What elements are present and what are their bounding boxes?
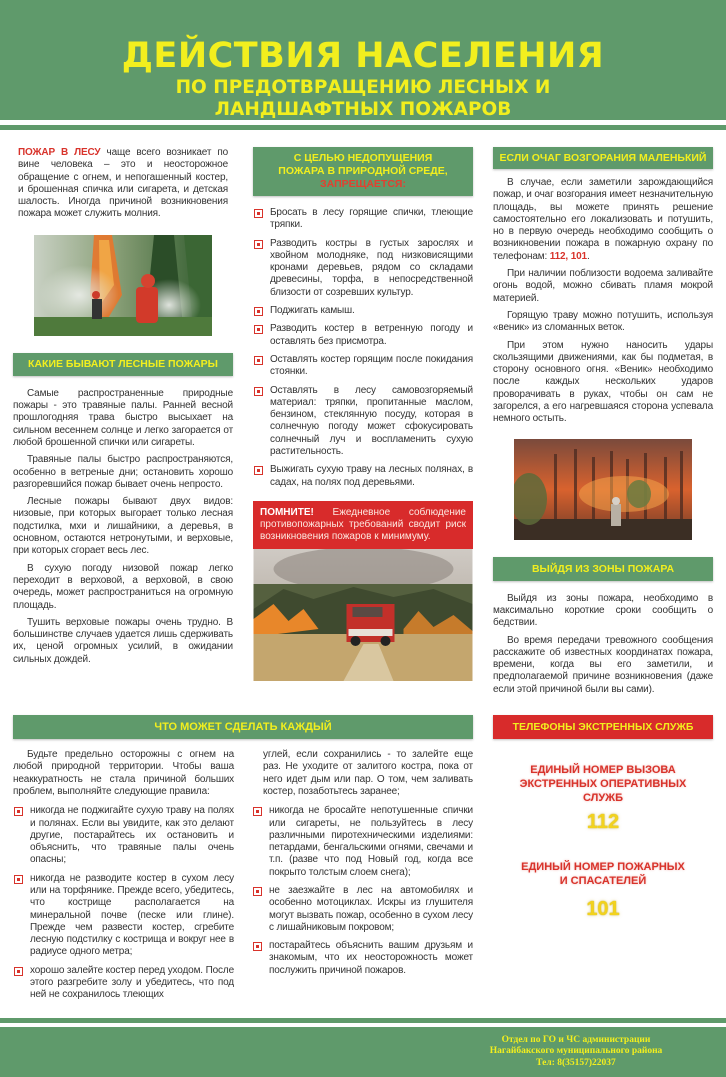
- bullet-icon: [254, 307, 263, 316]
- everyone-right-column: [252, 749, 473, 1008]
- fire-truck-image: [253, 549, 473, 681]
- poster-subtitle-line1: ПО ПРЕДОТВРАЩЕНИЮ ЛЕСНЫХ И: [175, 77, 551, 98]
- rule-item-text: никогда не поджигайте сухую траву на полях и полянах. Если вы увидите, как это делают другие, постарайтесь их остановить и объяснить, что травяные палы очень опасны;: [30, 805, 234, 866]
- small-fire-paragraph: [493, 177, 713, 263]
- bullet-icon: [254, 240, 263, 249]
- everyone-intro: [13, 749, 234, 803]
- emergency-label: ЕДИНЫЙ НОМЕР ВЫЗОВА ЭКСТРЕННЫХ ОПЕРАТИВНЫХ СЛУЖБ: [519, 764, 687, 805]
- small-fire-paragraph: При наличии поблизости водоема заливайте огонь водой, можно сбивать пламя мокрой материей.: [493, 268, 713, 304]
- prohibited-item: [253, 305, 473, 317]
- rules-list-right: [252, 805, 473, 983]
- left-column: [13, 147, 233, 701]
- footer-line2: Нагайбакского муниципального района: [489, 1046, 663, 1057]
- everyone-intro-text: Будьте предельно осторожны с огнем на любой природной территории. Чтобы ваша неаккуратность не стала причиной больших проблем, выполняйте следующие правила:: [13, 749, 234, 797]
- small-fire-paragraph: Горящую траву можно потушить, используя «веник» из сломанных веток.: [493, 309, 713, 334]
- footer-phone: Тел: 8(35157)22037: [536, 1057, 616, 1068]
- everyone-left-column: [13, 749, 234, 1008]
- fire-types-paragraph: Травяные палы быстро распространяются, особенно в ветреные дни; остановить хорошо разгоревшийся пожар бывает очень непросто.: [13, 454, 233, 490]
- leaving-zone-text: [493, 593, 713, 701]
- intro-text: [13, 147, 233, 221]
- poster-footer: [0, 1027, 726, 1077]
- leaving-zone-paragraph: Во время передачи тревожного сообщения расскажите об известных координатах пожара, времени, когда вы его заметили, и предполагаемой причине возникновения (даже если этой причиной были вы сами).: [493, 634, 713, 695]
- prohibited-item-text: Разводить костры в густых зарослях и хвойном молодняке, под низковисящими кронами деревьев, рядом со складами древесины, торфа, в непосредственной близости от созревших культур.: [270, 237, 473, 298]
- bullet-icon: [14, 967, 23, 976]
- prohibited-item: [253, 323, 473, 348]
- emergency-label: ЕДИНЫЙ НОМЕР ПОЖАРНЫХ И СПАСАТЕЛЕЙ: [521, 861, 685, 888]
- bullet-icon: [254, 387, 263, 396]
- intro-lead: ПОЖАР В ЛЕСУ: [18, 147, 101, 158]
- small-fire-p1-end: .: [586, 250, 590, 262]
- rule-item: [13, 805, 234, 866]
- emergency-number[interactable]: 112: [586, 811, 620, 834]
- bottom-section: [0, 701, 726, 1008]
- prohibited-item-text: Поджигать камыш.: [270, 305, 355, 317]
- rule-item: [252, 805, 473, 879]
- prohibited-list: [253, 207, 473, 495]
- fire-types-paragraph: В сухую погоду низовой пожар легко переходит в верховой, а верховой, в свою очередь, может распространиться на огромную площадь.: [13, 562, 233, 611]
- everyone-continuation: [252, 749, 473, 803]
- small-fire-text: [493, 177, 713, 431]
- footer-contact: [456, 1035, 696, 1070]
- fire-truck-photo: [253, 549, 473, 681]
- remember-text: Ежедневное соблюдение противопожарных требований сводит риск возникновения пожаров к минимуму.: [260, 506, 466, 542]
- rule-item-text: никогда не бросайте непотушенные спички или сигареты, не пользуйтесь в лесу различными пиротехническими изделиями: петардами, бенгальскими огнями, свечами и т.п. (разве что под Новый год, когда все покрыто толстым слоем снега);: [269, 805, 473, 878]
- prohibited-item: [253, 464, 473, 489]
- middle-column: [253, 147, 473, 701]
- footer-line1: Отдел по ГО и ЧС администрации: [501, 1034, 651, 1045]
- prohibited-item: [253, 385, 473, 459]
- emergency-entry-101: [493, 860, 713, 921]
- everyone-columns: [13, 749, 473, 1008]
- small-fire-p1: В случае, если заметили зарождающийся пожар, и очаг возгорания имеет незначительную площадь, вы можете принять решение самостоятельно его локализовать и потушить, но в первую очередь необходимо сообщить о возникновении пожара в пожарную охрану по телефонам:: [493, 177, 713, 262]
- bullet-icon: [254, 356, 263, 365]
- everyone-section: [13, 715, 473, 1008]
- small-fire-phones: 112, 101: [549, 250, 587, 262]
- section-heading-leaving-zone: ВЫЙДЯ ИЗ ЗОНЫ ПОЖАРА: [493, 557, 713, 581]
- prohibited-item: [253, 238, 473, 299]
- prohibited-item-text: Разводить костер в ветренную погоду и оставлять без присмотра.: [270, 323, 473, 347]
- bullet-icon: [254, 466, 263, 475]
- firefighters-image: [34, 235, 212, 336]
- section-heading-prohibited: [253, 147, 473, 196]
- prohibited-item-text: Бросать в лесу горящие спички, тлеющие тряпки.: [270, 207, 473, 231]
- section-heading-emergency: ТЕЛЕФОНЫ ЭКСТРЕННЫХ СЛУЖБ: [493, 715, 713, 739]
- bullet-icon: [14, 875, 23, 884]
- fire-types-paragraph: Тушить верховые пожары очень трудно. В большинстве случаев удается лишь сдерживать их, ценой огромных усилий, в ожидании сильных дождей.: [13, 616, 233, 665]
- fire-types-paragraph: Самые распространенные природные пожары - это травяные палы. Ранней весной прошлогодняя трава быстро высыхает на сильном весеннем солнце и легко загорается от любой брошенной спички или сигареты.: [13, 387, 233, 448]
- rule-item-text: постарайтесь объяснить вашим друзьям и знакомым, что их неосторожность может послужить причиной пожаров.: [269, 940, 473, 976]
- bullet-icon: [253, 942, 262, 951]
- prohibited-item-text: Выжигать сухую траву на лесных полянах, в садах, на полях под деревьями.: [270, 464, 473, 488]
- bullet-icon: [253, 887, 262, 896]
- prohibited-heading-line3: ЗАПРЕЩАЕТСЯ:: [320, 178, 406, 190]
- bullet-icon: [253, 807, 262, 816]
- prohibited-item: [253, 207, 473, 232]
- forest-fire-photo: [514, 439, 692, 540]
- fire-types-paragraph: Лесные пожары бывают двух видов: низовые, при которых выгорает только лесная подстилка, мхи и лишайники, а деревья, в основном, остаются нетронутыми, и верховые, при которых сгорает весь лес.: [13, 496, 233, 557]
- prohibited-item-text: Оставлять костер горящим после покидания стоянки.: [270, 353, 473, 378]
- fire-types-text: [13, 388, 233, 671]
- rules-list-left: [13, 805, 234, 1007]
- rule-item-text: не заезжайте в лес на автомобилях и особенно мотоциклах. Искры из глушителя могут вызвать пожар, особенно в сухом лесу с лишайниковым покровом;: [269, 884, 473, 933]
- remember-lead: ПОМНИТЕ!: [260, 506, 314, 518]
- emergency-section: [493, 715, 713, 1008]
- main-columns: [0, 130, 726, 701]
- small-fire-paragraph: При этом нужно наносить удары скользящими движениями, как бы подметая, в сторону основного огня. «Веник» необходимо после каждых нескольких ударов проворачивать в руках, чтобы он сам не загорелся, а его нагревшаяся сторона успевала немного остыть.: [493, 339, 713, 425]
- prohibited-item-text: Оставлять в лесу самовозгоряемый материал: тряпки, пропитанные маслом, бензином, стеклянную посуду, которая в солнечную погоду может сфокусировать солнечный луч и воспламенить сухую растительность.: [270, 384, 473, 458]
- bullet-icon: [254, 325, 263, 334]
- bullet-icon: [14, 807, 23, 816]
- right-column: [493, 147, 713, 701]
- rule-item: [13, 873, 234, 959]
- bullet-icon: [254, 209, 263, 218]
- poster-header: [0, 0, 726, 120]
- prohibited-item: [253, 354, 473, 379]
- prohibited-heading-line1: С ЦЕЛЬЮ НЕДОПУЩЕНИЯ: [293, 152, 433, 164]
- section-heading-small-fire: ЕСЛИ ОЧАГ ВОЗГОРАНИЯ МАЛЕНЬКИЙ: [493, 147, 713, 169]
- firefighters-photo: [34, 235, 212, 336]
- section-heading-everyone: ЧТО МОЖЕТ СДЕЛАТЬ КАЖДЫЙ: [13, 715, 473, 739]
- rule-item-text: хорошо залейте костер перед уходом. После этого разгребите золу и убедитесь, что под ней не сохранилось тлеющих: [30, 964, 234, 1001]
- emergency-entry-112: [493, 763, 713, 834]
- section-heading-fire-types: КАКИЕ БЫВАЮТ ЛЕСНЫЕ ПОЖАРЫ: [13, 353, 233, 376]
- rule-item-text: никогда не разводите костер в сухом лесу или на торфянике. Прежде всего, убедитесь, что кострище располагается на минеральной почве (песке или глине). Прежде чем развести костер, сгребите лесную подстилку с кострища и вокруг нее в радиусе одного метра;: [30, 872, 234, 958]
- remember-box: [253, 501, 473, 549]
- forest-fire-image: [514, 439, 692, 540]
- leaving-zone-paragraph: Выйдя из зоны пожара, необходимо в максимально короткие сроки сообщить о бедствии.: [493, 592, 713, 629]
- rule-item: [252, 885, 473, 934]
- poster-title: ДЕЙСТВИЯ НАСЕЛЕНИЯ: [121, 36, 605, 76]
- poster-subtitle-line2: ЛАНДШАФТНЫХ ПОЖАРОВ: [214, 99, 512, 120]
- prohibited-heading-line2: ПОЖАРА В ПРИРОДНОЙ СРЕДЕ,: [278, 165, 448, 177]
- intro-body: чаще всего возникает по вине человека – это и неосторожное обращение с огнем, и непогашенный костер, и брошенная спичка или сигарета, и детская шалость. Иногда причиной возникновения пожара может служить молния.: [18, 147, 228, 220]
- emergency-number[interactable]: 101: [586, 898, 620, 921]
- rule-item: [252, 940, 473, 977]
- rule-item: [13, 965, 234, 1002]
- continuation-text: углей, если сохранились - то залейте еще раз. Не уходите от залитого костра, пока от него идет дым или пар. О том, чем заливать костер, позаботьтесь заранее;: [263, 749, 473, 797]
